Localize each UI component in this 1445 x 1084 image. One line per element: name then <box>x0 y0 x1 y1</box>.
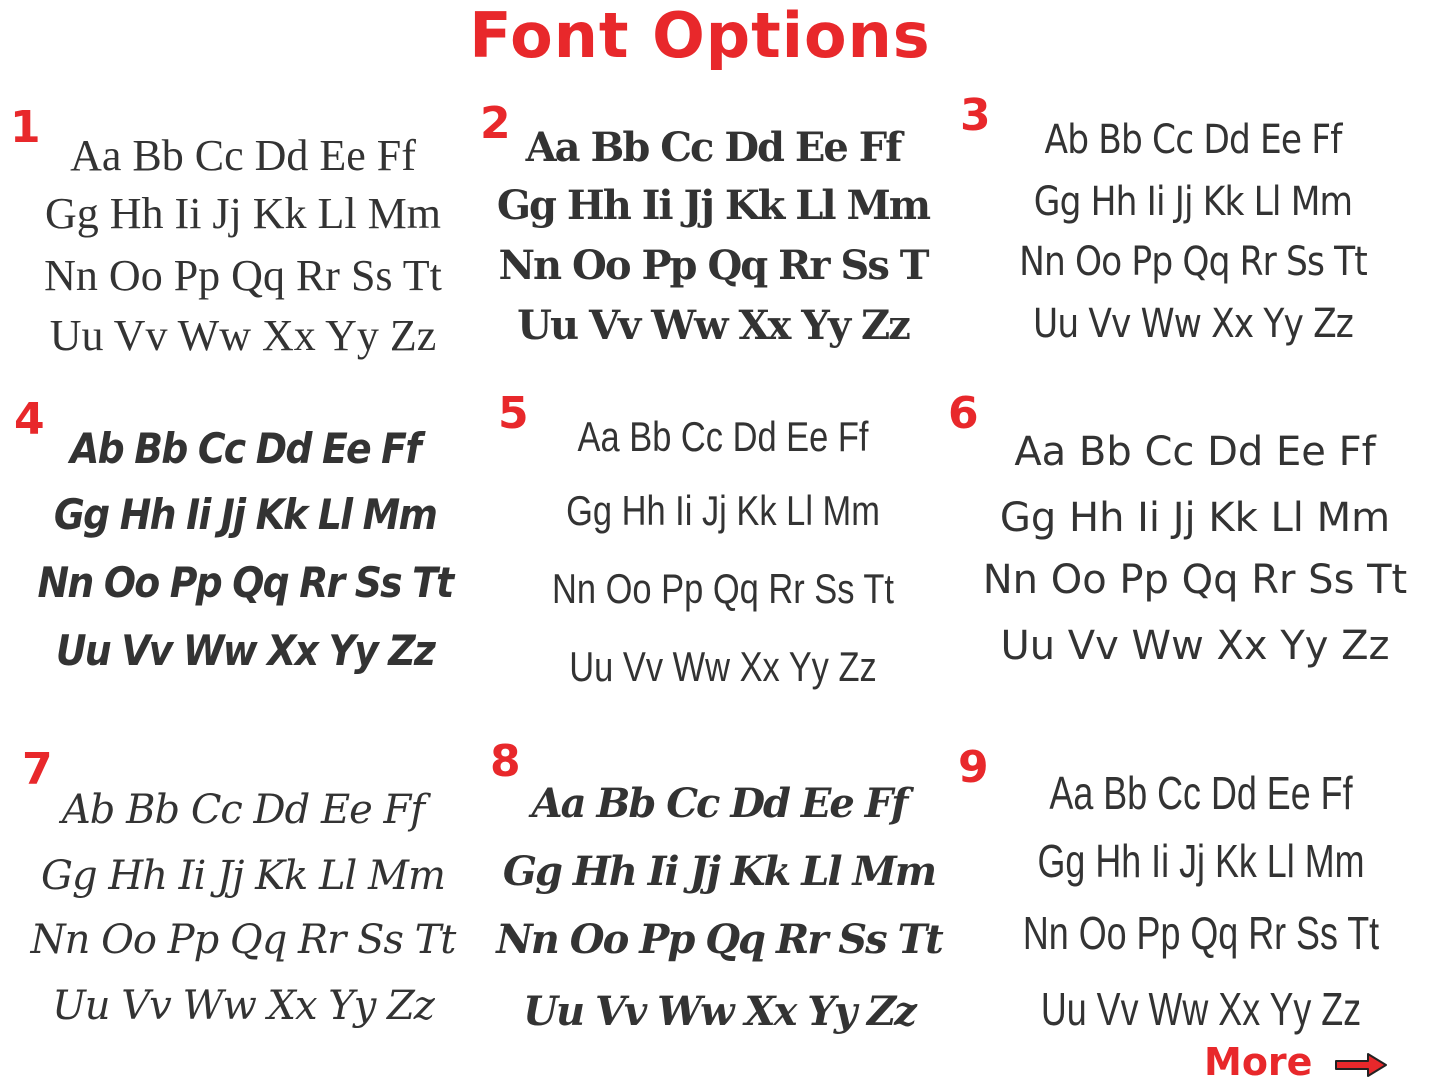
alphabet-row: Uu Vv Ww Xx Yy Zz <box>1040 983 1362 1035</box>
alphabet-row: Gg Hh Ii Jj Kk Ll Mm <box>1033 179 1353 225</box>
alphabet-row: Nn Oo Pp Qq Rr Ss Tt <box>37 558 453 607</box>
alphabet-row: Gg Hh Ii Jj Kk Ll Mm <box>53 490 437 539</box>
alphabet-row: Aa Bb Cc Dd Ee Ff <box>525 124 901 171</box>
alphabet-row: Ab Bb Cc Dd Ee Ff <box>70 424 420 473</box>
alphabet-row: Ab Bb Cc Dd Ee Ff <box>1044 117 1342 163</box>
alphabet-row: Uu Vv Ww Xx Yy Zz <box>523 988 915 1035</box>
alphabet-row: Gg Hh Ii Jj Kk Ll Mm <box>41 853 445 899</box>
font-option-1[interactable] <box>8 100 478 430</box>
alphabet-row: Ab Bb Cc Dd Ee Ff <box>61 787 425 833</box>
option-number: 8 <box>490 736 521 787</box>
alphabet-row: Gg Hh Ii Jj Kk Ll Mm <box>502 848 936 895</box>
alphabet-row: Nn Oo Pp Qq Rr Ss Tt <box>1019 239 1367 285</box>
alphabet-row: Aa Bb Cc Dd Ee Ff <box>70 131 416 180</box>
alphabet-row: Uu Vv Ww Xx Yy Zz <box>1032 301 1354 347</box>
font-option-2[interactable] <box>478 100 948 430</box>
font-option-7[interactable] <box>8 744 478 1078</box>
arrow-right-icon[interactable] <box>1334 1052 1388 1078</box>
alphabet-row: Nn Oo Pp Qq Rr Ss T <box>498 242 928 289</box>
alphabet-row: Nn Oo Pp Qq Rr Ss Tt <box>552 565 894 612</box>
alphabet-row: Uu Vv Ww Xx Yy Zz <box>1000 623 1390 669</box>
alphabet-row: Gg Hh Ii Jj Kk Ll Mm <box>1037 835 1365 887</box>
option-number: 5 <box>498 388 529 439</box>
alphabet-row: Uu Vv Ww Xx Yy Zz <box>55 626 435 675</box>
alphabet-row: Uu Vv Ww Xx Yy Zz <box>52 983 434 1029</box>
alphabet-row: Uu Vv Ww Xx Yy Zz <box>517 302 909 349</box>
font-option-4[interactable] <box>10 396 480 726</box>
alphabet-row: Aa Bb Cc Dd Ee Ff <box>531 780 907 827</box>
alphabet-row: Nn Oo Pp Qq Rr Ss Tt <box>496 916 942 963</box>
font-option-9[interactable] <box>958 742 1436 1074</box>
option-number: 3 <box>960 90 991 141</box>
font-option-5[interactable] <box>488 390 958 720</box>
alphabet-row: Gg Hh Ii Jj Kk Ll Mm <box>45 189 441 238</box>
option-number: 1 <box>10 102 41 153</box>
alphabet-row: Gg Hh Ii Jj Kk Ll Mm <box>496 182 930 229</box>
alphabet-row: Uu Vv Ww Xx Yy Zz <box>49 311 437 360</box>
option-number: 4 <box>14 394 45 445</box>
more-link[interactable]: More <box>1204 1040 1313 1084</box>
alphabet-row: Aa Bb Cc Dd Ee Ff <box>577 413 869 460</box>
option-number: 6 <box>948 388 979 439</box>
alphabet-row: Gg Hh Ii Jj Kk Ll Mm <box>999 495 1391 541</box>
font-option-8[interactable] <box>484 736 954 1070</box>
option-number: 9 <box>958 742 989 793</box>
alphabet-row: Nn Oo Pp Qq Rr Ss Tt <box>30 917 456 963</box>
alphabet-row: Nn Oo Pp Qq Rr Ss Tt <box>44 251 442 300</box>
option-number: 2 <box>480 98 511 149</box>
alphabet-row: Gg Hh Ii Jj Kk Ll Mm <box>566 487 880 534</box>
alphabet-row: Aa Bb Cc Dd Ee Ff <box>1049 767 1353 819</box>
page-title: Font Options <box>469 0 931 72</box>
font-option-6[interactable] <box>948 388 1430 720</box>
font-option-3[interactable] <box>958 92 1428 422</box>
alphabet-row: Nn Oo Pp Qq Rr Ss Tt <box>982 557 1408 603</box>
alphabet-row: Uu Vv Ww Xx Yy Zz <box>569 643 877 690</box>
option-number: 7 <box>22 744 53 795</box>
alphabet-row: Nn Oo Pp Qq Rr Ss Tt <box>1022 907 1380 959</box>
alphabet-row: Aa Bb Cc Dd Ee Ff <box>1014 429 1376 475</box>
